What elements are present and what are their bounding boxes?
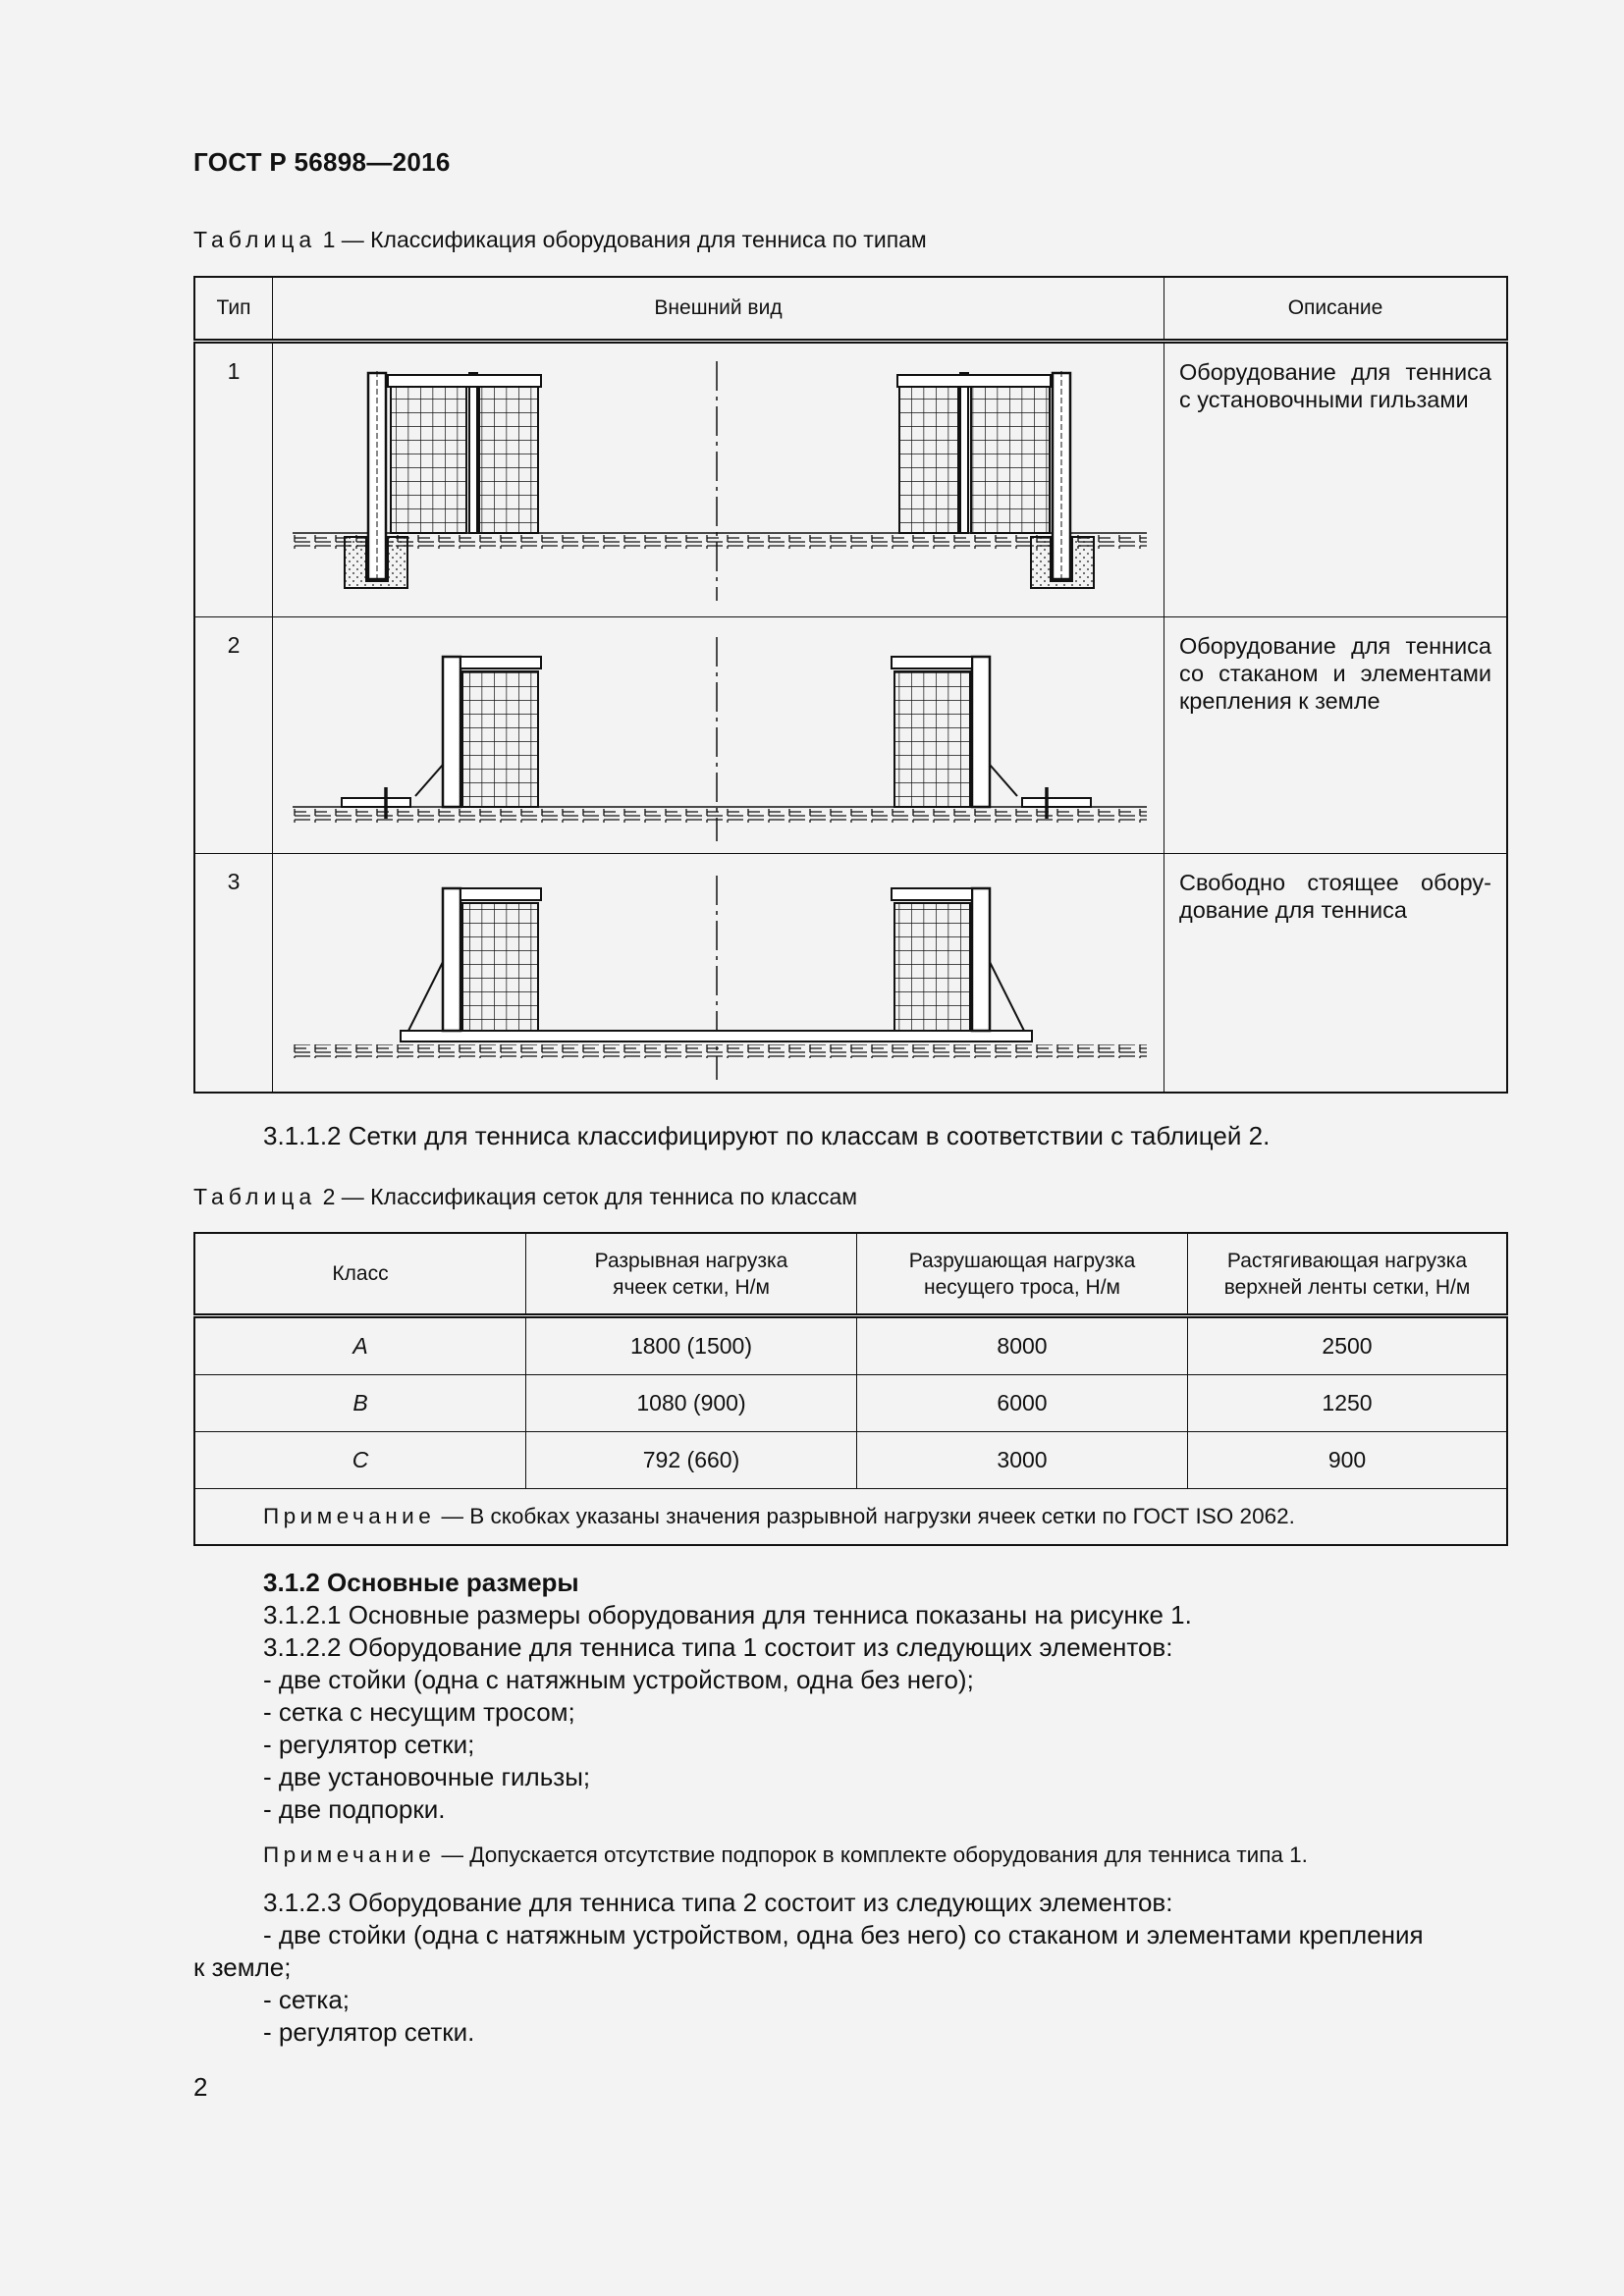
type-description: Оборудование для тенниса со стаканом и элементами крепления к земле: [1164, 617, 1508, 854]
col-mesh-load-header: [526, 1233, 857, 1316]
list-item: - сетка с несущим тросом;: [263, 1697, 575, 1727]
header-line: Разрывная нагрузка: [594, 1249, 788, 1272]
document-header: ГОСТ Р 56898—2016: [193, 147, 451, 177]
paragraph-3-1-2-2: 3.1.2.2 Оборудование для тенниса типа 1 состоит из следующих элементов:: [263, 1632, 1173, 1662]
paragraph-3-1-2-3: 3.1.2.3 Оборудование для тенниса типа 2 состоит из следующих элементов:: [263, 1888, 1173, 1917]
note-label: Примечание: [263, 1842, 436, 1867]
header-line: ячеек сетки, Н/м: [613, 1275, 770, 1299]
tape-load-cell: 1250: [1188, 1375, 1508, 1432]
section-note: [263, 1842, 1308, 1868]
section-title: 3.1.2 Основные размеры: [263, 1568, 579, 1597]
type-description: Оборудование для тенниса с установочными гильзами: [1164, 342, 1508, 617]
table2-caption: [193, 1184, 857, 1210]
header-line: Разрушающая нагрузка: [908, 1249, 1136, 1272]
table2-note-row: [194, 1489, 1507, 1546]
note-label: Примечание: [263, 1504, 436, 1528]
type1-drawing-cell: [273, 342, 1164, 617]
type-number: 1: [194, 342, 273, 617]
col-rope-load-header: [857, 1233, 1188, 1316]
mesh-load-cell: 1800 (1500): [526, 1316, 857, 1375]
type2-drawing: [273, 617, 1164, 850]
col-tape-load-header: [1188, 1233, 1508, 1316]
table1-header-row: [194, 277, 1507, 342]
table2-caption-text: 2 — Классификация сеток для тенниса по классам: [322, 1184, 858, 1209]
type-number: 2: [194, 617, 273, 854]
table1-row-type2: [194, 617, 1507, 854]
col-type-header: Тип: [194, 277, 273, 342]
rope-load-cell: 3000: [857, 1432, 1188, 1489]
paragraph-3-1-1-2: 3.1.1.2 Сетки для тенниса классифицируют по классам в соответствии с таблицей 2.: [263, 1121, 1271, 1150]
col-description-header: Описание: [1164, 277, 1508, 342]
table1-caption-text: 1 — Классификация оборудования для тенниса по типам: [322, 227, 927, 252]
list-item: - регулятор сетки.: [263, 2017, 475, 2047]
class-cell: A: [194, 1316, 526, 1375]
col-view-header: Внешний вид: [273, 277, 1164, 342]
note-text: — В скобках указаны значения разрывной нагрузки ячеек сетки по ГОСТ ISO 2062.: [435, 1504, 1295, 1528]
type2-drawing-cell: [273, 617, 1164, 854]
table1-row-type3: [194, 854, 1507, 1093]
list-item: - регулятор сетки;: [263, 1730, 475, 1759]
table2-header-row: [194, 1233, 1507, 1316]
header-line: верхней ленты сетки, Н/м: [1223, 1275, 1471, 1299]
type3-drawing-cell: [273, 854, 1164, 1093]
list-item-continuation: к земле;: [193, 1952, 292, 1982]
rope-load-cell: 6000: [857, 1375, 1188, 1432]
table1-caption-label: Таблица: [193, 227, 317, 252]
type-description: Свободно стоящее оборудование для тенниса: [1164, 854, 1508, 1093]
tape-load-cell: 2500: [1188, 1316, 1508, 1375]
paragraph-3-1-2-1: 3.1.2.1 Основные размеры оборудования для тенниса показаны на рисунке 1.: [263, 1600, 1192, 1629]
list-item: - сетка;: [263, 1985, 351, 2014]
list-item: - две подпорки.: [263, 1794, 446, 1824]
table-row: [194, 1316, 1507, 1375]
table2-caption-label: Таблица: [193, 1184, 317, 1209]
list-item: - две стойки (одна с натяжным устройством, одна без него) со стаканом и элементами крепления: [263, 1920, 1424, 1949]
col-class-header: Класс: [194, 1233, 526, 1316]
list-item: - две установочные гильзы;: [263, 1762, 591, 1791]
note-text: — Допускается отсутствие подпорок в комплекте оборудования для тенниса типа 1.: [435, 1842, 1308, 1867]
header-line: Растягивающая нагрузка: [1226, 1249, 1468, 1272]
page-number: 2: [193, 2072, 208, 2102]
class-cell: C: [194, 1432, 526, 1489]
equipment-types-table: [193, 276, 1508, 1094]
type2-components-list: [263, 1984, 474, 2049]
class-cell: B: [194, 1375, 526, 1432]
type1-drawing: [273, 344, 1164, 615]
list-item: - две стойки (одна с натяжным устройством, одна без него);: [263, 1665, 974, 1694]
tape-load-cell: 900: [1188, 1432, 1508, 1489]
type-number: 3: [194, 854, 273, 1093]
mesh-load-cell: 792 (660): [526, 1432, 857, 1489]
mesh-load-cell: 1080 (900): [526, 1375, 857, 1432]
table1-row-type1: [194, 342, 1507, 617]
table-row: [194, 1432, 1507, 1489]
table2-note: [194, 1489, 1507, 1546]
table1-caption: [193, 227, 927, 253]
rope-load-cell: 8000: [857, 1316, 1188, 1375]
type3-drawing: [273, 854, 1164, 1089]
type1-components-list: [263, 1664, 974, 1826]
net-classes-table: [193, 1232, 1508, 1546]
table-row: [194, 1375, 1507, 1432]
header-line: несущего троса, Н/м: [924, 1275, 1120, 1299]
